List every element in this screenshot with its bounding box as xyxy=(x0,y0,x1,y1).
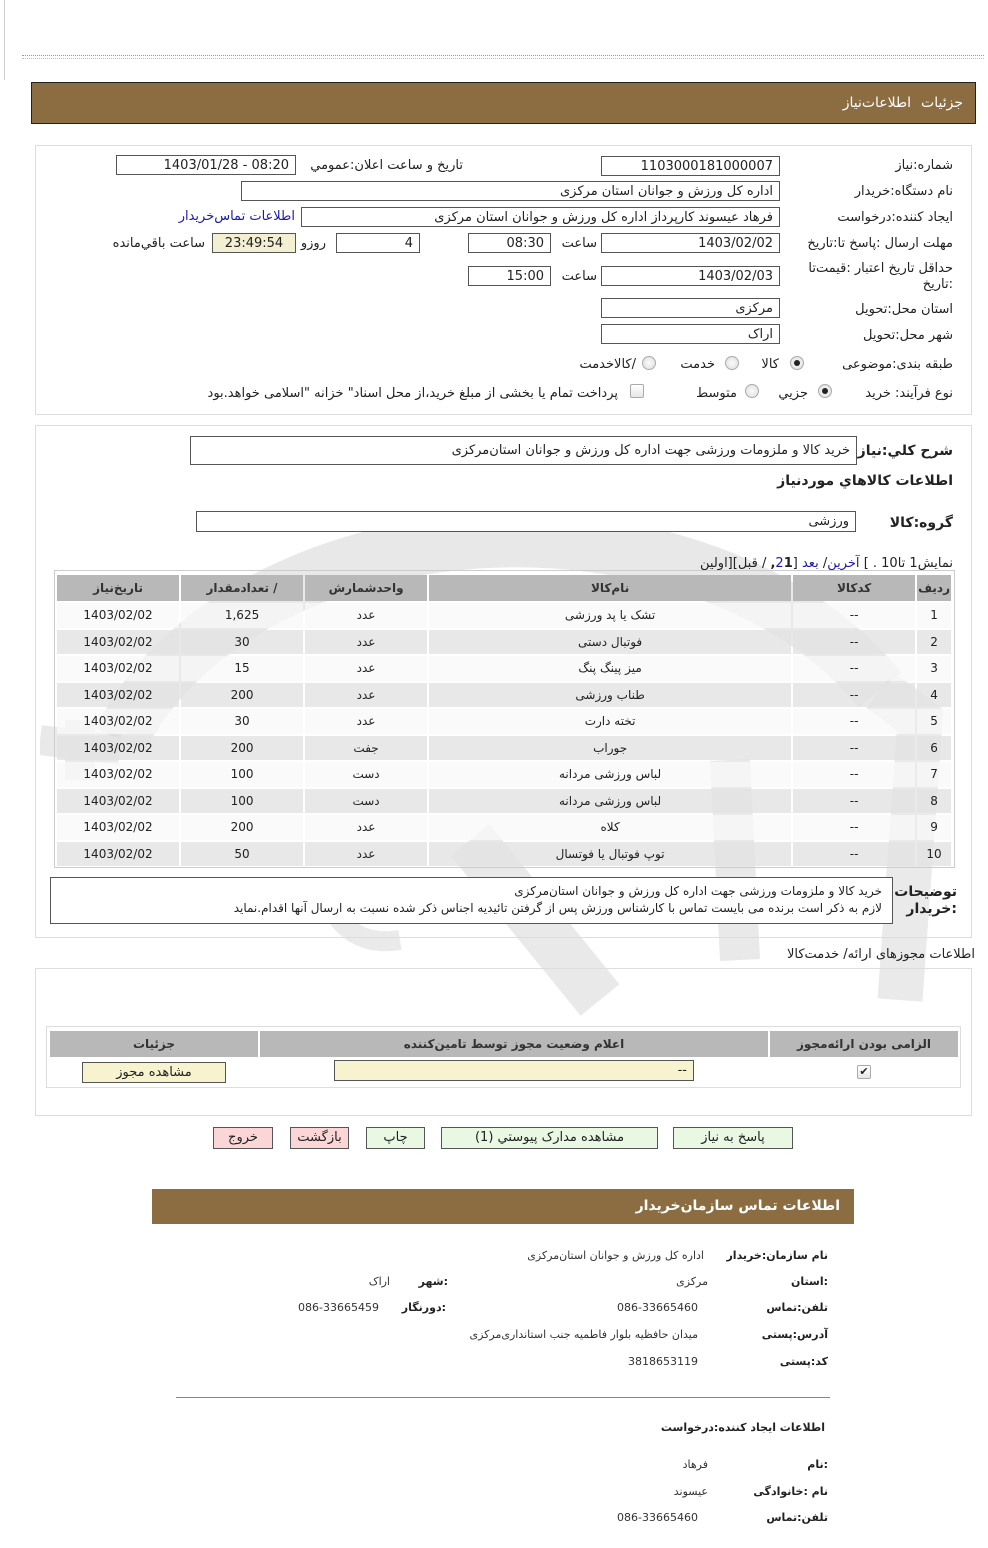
buyer-notes-label: توضیحات :خریدار xyxy=(894,884,957,917)
cell-qty: 100 xyxy=(181,789,303,814)
cell-name: تشک یا پد ورزشی xyxy=(429,603,791,628)
validity-date-field: 1403/02/03 xyxy=(601,266,780,286)
pagination-prev-first[interactable]: / قبل][اولین xyxy=(700,556,767,571)
items-table xyxy=(55,573,953,868)
validity-label: حداقل تاریخ اعتبار :قیمت‌تا :تاریخ xyxy=(808,261,953,292)
remaining-time-label: ساعت باقي‌مانده xyxy=(112,236,205,251)
contact-fax-value: 086-33665459 xyxy=(298,1301,379,1314)
goods-info-title: اطلاعات کالاهاي موردنیاز xyxy=(777,473,953,489)
buyer-notes-box xyxy=(50,877,893,924)
city-label: شهر محل:تحویل xyxy=(863,328,953,343)
category-service-label: خدمت xyxy=(680,357,715,372)
need-number-label: شماره:نیاز xyxy=(895,158,953,173)
cell-code: -- xyxy=(793,603,915,628)
table-row xyxy=(57,815,951,840)
cell-qty: 15 xyxy=(181,656,303,681)
cell-code: -- xyxy=(793,815,915,840)
contact-address-label: آدرس:پستی xyxy=(761,1328,828,1341)
creator-last-name-value: عیسوند xyxy=(673,1485,708,1498)
days-label: روزو xyxy=(300,236,326,251)
province-field: مرکزی xyxy=(601,298,780,318)
contact-city-value: اراک xyxy=(368,1275,390,1288)
category-radio-goods[interactable] xyxy=(790,356,804,370)
title-details: جزئیات xyxy=(921,95,963,111)
process-minor-label: جزيي xyxy=(778,386,808,401)
cell-name: جوراب xyxy=(429,736,791,761)
contact-province-value: مرکزی xyxy=(676,1275,708,1288)
pagination-current-page: 1, xyxy=(770,556,793,571)
cell-unit: عدد xyxy=(305,630,427,655)
cell-row: 4 xyxy=(917,683,951,708)
description-field: خرید کالا و ملزومات ورزشی جهت اداره کل ورزش و جوانان استان‌مرکزی xyxy=(190,436,857,465)
top-divider xyxy=(22,55,984,59)
validity-hour-label: ساعت xyxy=(561,269,597,284)
cell-code: -- xyxy=(793,709,915,734)
category-goods-service-label: /کالاخدمت xyxy=(579,357,636,372)
cell-unit: عدد xyxy=(305,603,427,628)
creator-first-name-label: :نام xyxy=(807,1458,828,1471)
cell-name: کلاه xyxy=(429,815,791,840)
cell-unit: عدد xyxy=(305,656,427,681)
contact-fax-label: :دورنگار xyxy=(401,1301,446,1314)
cell-row: 5 xyxy=(917,709,951,734)
cell-qty: 30 xyxy=(181,709,303,734)
cell-qty: 1,625 xyxy=(181,603,303,628)
cell-qty: 200 xyxy=(181,683,303,708)
cell-unit: دست xyxy=(305,762,427,787)
creator-label: ایجاد کننده:درخواست xyxy=(837,210,953,225)
col-unit: واحدشمارش xyxy=(305,575,427,601)
description-label: شرح کلي:نیاز xyxy=(857,443,953,459)
col-row: ردیف xyxy=(917,575,951,601)
cell-unit: عدد xyxy=(305,683,427,708)
col-code: کدکالا xyxy=(793,575,915,601)
cell-row: 3 xyxy=(917,656,951,681)
left-rule xyxy=(4,0,5,80)
back-button[interactable]: بازگشت xyxy=(290,1127,349,1149)
table-row xyxy=(57,842,951,867)
cell-date: 1403/02/02 xyxy=(57,630,179,655)
permit-status-field: -- xyxy=(334,1060,694,1081)
cell-name: طناب ورزشی xyxy=(429,683,791,708)
contact-org-label: نام سازمان:خریدار xyxy=(726,1249,828,1262)
cell-date: 1403/02/02 xyxy=(57,683,179,708)
category-radio-goods-service[interactable] xyxy=(642,356,656,370)
contact-section-title: اطلاعات تماس سازمان‌خریدار xyxy=(152,1189,854,1224)
contact-divider xyxy=(176,1397,830,1398)
table-row xyxy=(57,709,951,734)
cell-date: 1403/02/02 xyxy=(57,789,179,814)
col-qty: / تعدادمقدار xyxy=(181,575,303,601)
province-label: استان محل:تحویل xyxy=(855,302,953,317)
permit-status-cell xyxy=(260,1059,768,1085)
table-row xyxy=(57,630,951,655)
category-goods-label: کالا xyxy=(761,357,779,372)
view-attachments-button[interactable]: مشاهده مدارک پیوستي (1) xyxy=(441,1127,658,1149)
cell-row: 2 xyxy=(917,630,951,655)
col-permit-details: جزئیات xyxy=(50,1031,258,1057)
exit-button[interactable]: خروج xyxy=(213,1127,273,1149)
buyer-org-field: اداره کل ورزش و جوانان استان مرکزی xyxy=(241,181,780,201)
creator-info-title: اطلاعات ایجاد کننده:درخواست xyxy=(660,1421,825,1434)
cell-row: 1 xyxy=(917,603,951,628)
cell-name: فوتبال دستی xyxy=(429,630,791,655)
contact-address-value: میدان حافظیه بلوار فاطمیه جنب استانداری‌مرکزی xyxy=(469,1328,698,1341)
page-title-bar xyxy=(31,82,976,124)
days-remaining-field: 4 xyxy=(336,233,420,253)
group-field: ورزشی xyxy=(196,511,856,532)
pagination-bracket: [ xyxy=(792,556,798,571)
col-name: نام‌کالا xyxy=(429,575,791,601)
table-row xyxy=(57,603,951,628)
cell-code: -- xyxy=(793,842,915,867)
permit-row xyxy=(50,1059,958,1085)
permit-required-cell xyxy=(770,1059,958,1085)
cell-row: 7 xyxy=(917,762,951,787)
reply-button[interactable]: پاسخ به نیاز xyxy=(673,1127,793,1149)
pagination-next[interactable]: بعد xyxy=(801,556,819,571)
col-permit-status: اعلام وضعیت مجوز توسط تامین‌کننده xyxy=(260,1031,768,1057)
cell-unit: عدد xyxy=(305,815,427,840)
contact-postal-label: کد:پستی xyxy=(779,1355,828,1368)
cell-unit: دست xyxy=(305,789,427,814)
buyer-contact-link[interactable]: اطلاعات تماس‌خریدار xyxy=(178,209,295,224)
col-permit-required: الزامی بودن ارائه‌مجوز xyxy=(770,1031,958,1057)
city-field: اراک xyxy=(601,324,780,344)
title-need-info: اطلاعات‌نیاز xyxy=(842,95,912,111)
table-row xyxy=(57,656,951,681)
category-radio-service[interactable] xyxy=(725,356,739,370)
permit-required-checkbox[interactable]: ✔ xyxy=(857,1065,871,1079)
cell-name: لباس ورزشی مردانه xyxy=(429,789,791,814)
table-row xyxy=(57,683,951,708)
creator-first-name-value: فرهاد xyxy=(682,1458,708,1471)
treasury-checkbox[interactable] xyxy=(630,384,644,398)
cell-name: میز پینگ پنگ xyxy=(429,656,791,681)
treasury-checkbox-label: پرداخت تمام یا بخشی از مبلغ خرید،از محل اسناد" خزانه "اسلامی خواهد.بود xyxy=(207,386,618,401)
cell-code: -- xyxy=(793,656,915,681)
cell-name: لباس ورزشی مردانه xyxy=(429,762,791,787)
creator-field: فرهاد عیسوند کارپرداز اداره کل ورزش و جوانان استان مرکزی xyxy=(301,207,780,227)
cell-code: -- xyxy=(793,789,915,814)
permit-details-cell xyxy=(50,1059,258,1085)
cell-qty: 30 xyxy=(181,630,303,655)
table-row xyxy=(57,762,951,787)
category-label: طبقه بندی:موضوعی xyxy=(842,357,953,372)
cell-name: تخته دارت xyxy=(429,709,791,734)
cell-row: 10 xyxy=(917,842,951,867)
cell-code: -- xyxy=(793,630,915,655)
deadline-date-field: 1403/02/02 xyxy=(601,233,780,253)
buyer-org-label: نام دستگاه:خریدار xyxy=(854,184,953,199)
cell-date: 1403/02/02 xyxy=(57,815,179,840)
creator-phone-value: 086-33665460 xyxy=(617,1511,698,1524)
validity-time-field: 15:00 xyxy=(468,266,551,286)
cell-row: 8 xyxy=(917,789,951,814)
cell-row: 6 xyxy=(917,736,951,761)
deadline-hour-label: ساعت xyxy=(561,236,597,251)
cell-qty: 200 xyxy=(181,736,303,761)
process-label: نوع فرآیند: خرید xyxy=(865,386,953,401)
creator-phone-label: تلفن:تماس xyxy=(766,1511,828,1524)
pagination-page-2[interactable]: 2 xyxy=(775,556,784,571)
deadline-label: مهلت ارسال :پاسخ تا:تاریخ xyxy=(807,236,953,251)
cell-code: -- xyxy=(793,683,915,708)
permits-table xyxy=(48,1029,960,1087)
contact-phone-value: 086-33665460 xyxy=(617,1301,698,1314)
permits-section-title: اطلاعات مجوزهای ارائه/ خدمت‌کالا xyxy=(786,947,975,962)
contact-postal-value: 3818653119 xyxy=(628,1355,698,1368)
cell-row: 9 xyxy=(917,815,951,840)
cell-date: 1403/02/02 xyxy=(57,736,179,761)
cell-code: -- xyxy=(793,736,915,761)
cell-code: -- xyxy=(793,762,915,787)
remaining-time-field: 23:49:54 xyxy=(212,233,296,253)
cell-date: 1403/02/02 xyxy=(57,656,179,681)
print-button[interactable]: چاپ xyxy=(366,1127,425,1149)
group-label: گروه:کالا xyxy=(889,515,953,531)
cell-unit: جفت xyxy=(305,736,427,761)
cell-date: 1403/02/02 xyxy=(57,762,179,787)
process-radio-medium[interactable] xyxy=(745,384,759,398)
contact-phone-label: تلفن:تماس xyxy=(766,1301,828,1314)
need-number-field: 1103000181000007 xyxy=(601,156,780,176)
buyer-notes-line-1: خرید کالا و ملزومات ورزشی جهت اداره کل ورزش و جوانان استان‌مرکزی xyxy=(514,884,882,898)
table-row xyxy=(57,789,951,814)
table-row xyxy=(57,736,951,761)
buyer-notes-line-2: لازم به ذکر است برنده می بایست تماس با کارشناس ورزش پس از گرفتن تائیدیه اجناس ذکر شده نسبت به ارسال آنها اقدام.نماید xyxy=(233,901,882,915)
cell-unit: عدد xyxy=(305,709,427,734)
contact-city-label: :شهر xyxy=(418,1275,448,1288)
col-date: تاریخ‌نیاز xyxy=(57,575,179,601)
cell-date: 1403/02/02 xyxy=(57,842,179,867)
process-radio-minor[interactable] xyxy=(818,384,832,398)
cell-name: توپ فوتبال یا فوتسال xyxy=(429,842,791,867)
process-medium-label: متوسط xyxy=(696,386,737,401)
pagination: نمایش1 تا10 . ] آخرین/ بعد [21, / قبل][اولین xyxy=(700,556,953,571)
deadline-time-field: 08:30 xyxy=(468,233,551,253)
cell-date: 1403/02/02 xyxy=(57,709,179,734)
pagination-range: نمایش1 تا10 . ] xyxy=(863,556,953,571)
cell-date: 1403/02/02 xyxy=(57,603,179,628)
announce-label: تاریخ و ساعت اعلان:عمومي xyxy=(310,158,463,173)
cell-qty: 200 xyxy=(181,815,303,840)
cell-qty: 100 xyxy=(181,762,303,787)
pagination-last[interactable]: آخرین xyxy=(827,556,860,571)
announce-date-field: 1403/01/28 - 08:20 xyxy=(116,155,296,175)
contact-org-value: اداره کل ورزش و جوانان استان‌مرکزی xyxy=(527,1249,704,1262)
creator-last-name-label: نام :خانوادگی xyxy=(753,1485,828,1498)
contact-province-label: :استان xyxy=(791,1275,828,1288)
cell-qty: 50 xyxy=(181,842,303,867)
view-permit-button[interactable]: مشاهده مجوز xyxy=(82,1062,226,1083)
cell-unit: عدد xyxy=(305,842,427,867)
